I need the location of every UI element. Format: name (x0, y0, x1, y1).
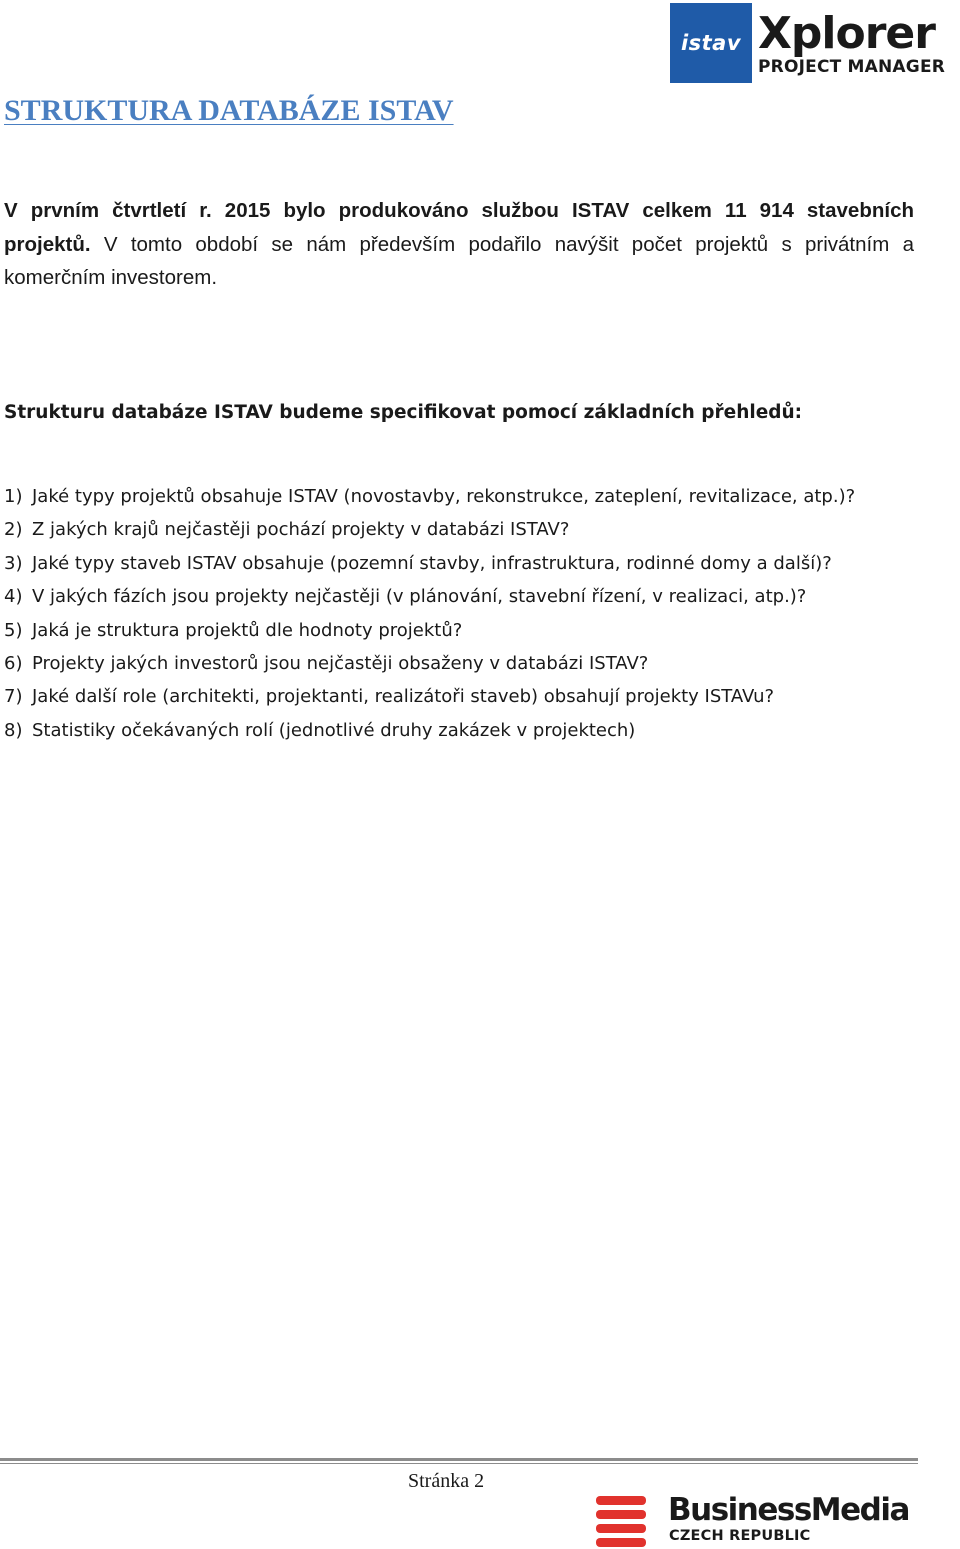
page-title: STRUKTURA DATABÁZE ISTAV (4, 94, 454, 127)
list-item-number: 8) (4, 719, 23, 741)
list-item-text: Projekty jakých investorů jsou nejčastěji obsaženy v databázi ISTAV? (32, 652, 649, 674)
intro-lead-bold: V prvním čtvrtletí r. 2015 bylo produkováno službou ISTAV celkem 11 914 stavebních projektů. (4, 199, 914, 256)
list-item-number: 6) (4, 652, 23, 674)
intro-rest: V tomto období se nám především podařilo navýšit počet projektů s privátním a komerčním investorem. (4, 232, 914, 289)
list-item-number: 7) (4, 686, 23, 708)
list-item-text: Jaké typy staveb ISTAV obsahuje (pozemní stavby, infrastruktura, rodinné domy a další)? (32, 552, 832, 574)
business-media-logo (596, 1494, 926, 1548)
business-media-name: BusinessMedia (668, 1492, 909, 1528)
footer-divider (0, 1458, 918, 1464)
list-item (4, 616, 855, 649)
list-item-text: V jakých fázích jsou projekty nejčastěji (v plánování, stavební řízení, v realizaci, atp.)? (32, 586, 807, 608)
xplorer-text: Xplorer (758, 8, 935, 59)
istav-xplorer-logo (670, 3, 960, 85)
list-item-number: 3) (4, 552, 23, 574)
list-item (4, 515, 855, 548)
project-manager-text: PROJECT MANAGER (758, 57, 946, 77)
list-item-number: 4) (4, 586, 23, 608)
list-item (4, 549, 855, 582)
list-item (4, 716, 855, 749)
question-list (4, 482, 855, 749)
list-item-number: 5) (4, 619, 23, 641)
section-lead: Strukturu databáze ISTAV budeme specifikovat pomocí základních přehledů: (4, 402, 803, 423)
list-item-text: Statistiky očekávaných rolí (jednotlivé druhy zakázek v projektech) (32, 719, 636, 741)
list-item-text: Z jakých krajů nejčastěji pochází projekty v databázi ISTAV? (32, 519, 570, 541)
xplorer-wordmark (752, 3, 960, 85)
istav-logo-mark: istav (670, 3, 752, 83)
list-item-text: Jaké typy projektů obsahuje ISTAV (novostavby, rekonstrukce, zateplení, revitalizace, atp.)? (32, 486, 856, 507)
list-item (4, 682, 855, 715)
list-item-text: Jaké další role (architekti, projektanti, realizátoři staveb) obsahují projekty ISTAVu? (32, 686, 775, 708)
list-item-text: Jaká je struktura projektů dle hodnoty projektů? (32, 619, 463, 641)
list-item-number: 1) (4, 486, 23, 507)
business-media-country: CZECH REPUBLIC (669, 1528, 811, 1544)
intro-paragraph (4, 194, 914, 295)
list-item (4, 649, 855, 682)
list-item-number: 2) (4, 519, 23, 541)
business-media-stripes-icon (596, 1496, 646, 1546)
list-item (4, 482, 855, 515)
list-item (4, 582, 855, 615)
page-number: Stránka 2 (408, 1470, 485, 1492)
